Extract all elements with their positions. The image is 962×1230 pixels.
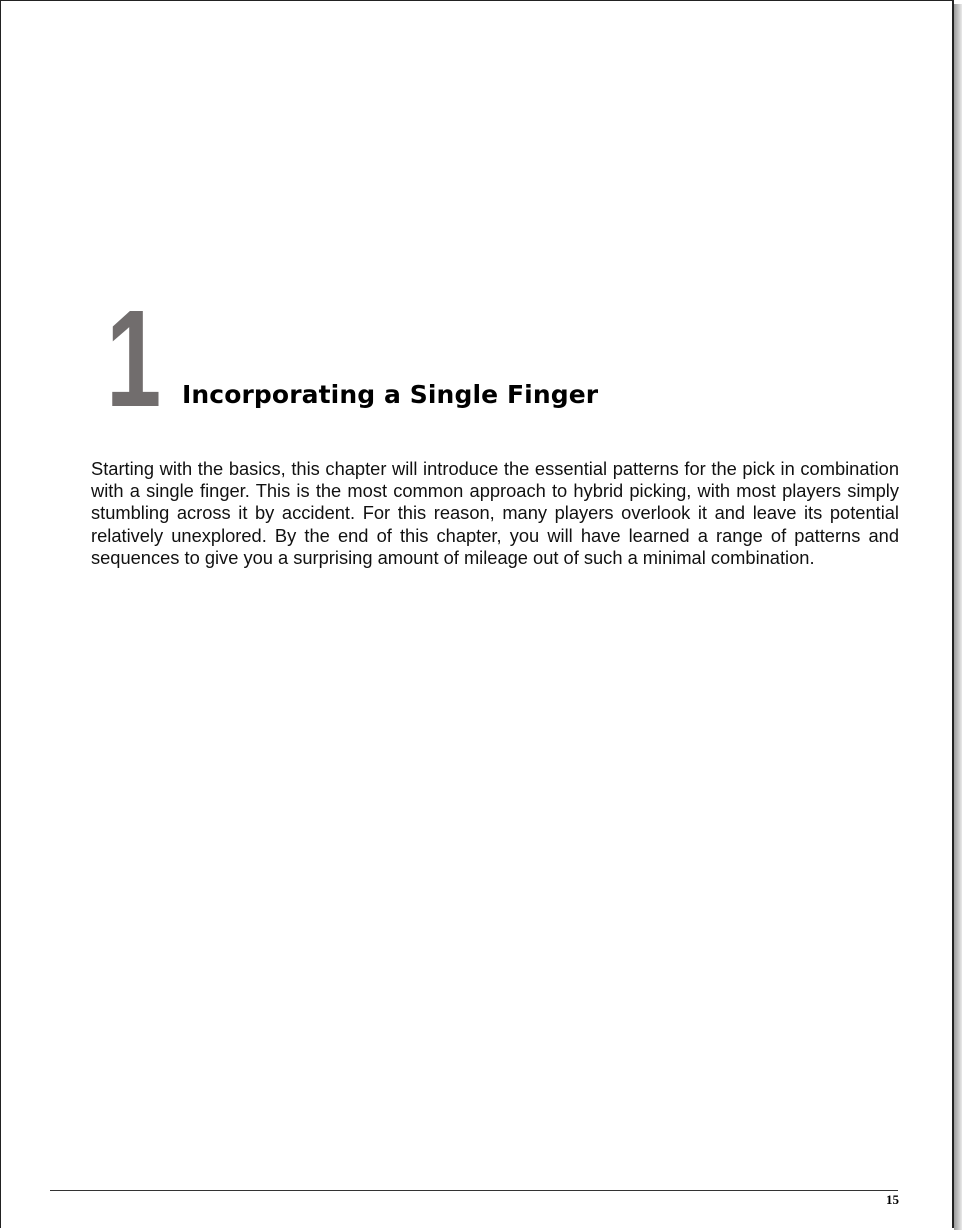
footer-divider <box>50 1190 898 1191</box>
page-number: 15 <box>886 1192 899 1207</box>
chapter-intro-paragraph: Starting with the basics, this chapter will introduce the essential patterns for the pick in combination with a single finger. This is the most common approach to hybrid picking, with most players simply stumbling across it by accident. For this reason, many players overlook it and leave its potential relatively unexplored. By the end of this chapter, you will have learned a range of patterns and sequences to give you a surprising amount of mileage out of such a minimal combination. <box>91 458 899 568</box>
page-shadow <box>954 4 962 1230</box>
chapter-number: 1 <box>106 282 162 436</box>
chapter-title: Incorporating a Single Finger <box>182 380 599 409</box>
